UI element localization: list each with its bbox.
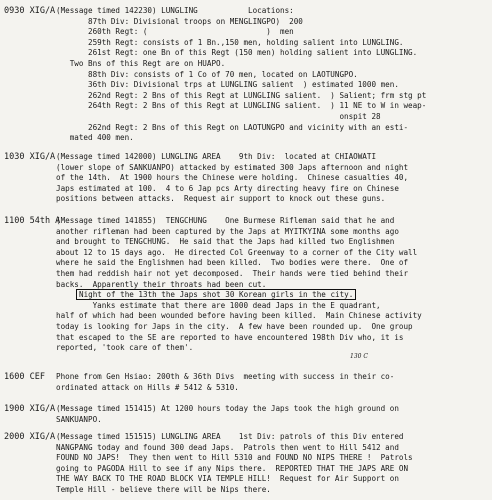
entry-line: another rifleman had been captured by the Japs at MYITKYINA some months ago <box>56 226 399 236</box>
entry-line: (lower slope of SANKUANPO) attacked by estimated 300 Japs afternoon and night <box>56 162 409 172</box>
entry-line: 264th Regt: 2 Bns of this Regt at LUNGLING salient. ) 11 NE to W in weap- <box>56 101 427 111</box>
entry-line: onspit 28 <box>56 111 381 121</box>
entry-line: (Message timed 151415) At 1200 hours today the Japs took the high ground on <box>56 404 399 413</box>
entry-time: 1100 54th A <box>4 216 61 226</box>
entry-line: 259th Regt: consists of 1 Bn.,150 men, holding salient into LUNGLING. <box>56 37 404 47</box>
entry-line: going to PAGODA Hill to see if any Nips there. REPORTED THAT THE JAPS ARE ON <box>56 463 409 473</box>
entry-line: half of which had been wounded before having been killed. Main Chinese activity <box>56 311 422 321</box>
entry-line: about 12 to 15 days ago. He directed Col Greenway to a corner of the City wall <box>56 247 418 257</box>
entry-line: 262nd Regt: 2 Bns of this Regt at LUNGLING salient. ) Salient; frm stg pt <box>56 90 427 100</box>
entry-line: Phone from Gen Hsiao: 200th & 36th Divs meeting with success in their co- <box>56 372 395 381</box>
entry-line: today is looking for Japs in the city. A few have been rounded up. One group <box>56 321 413 331</box>
entry-line: 260th Regt: ( ) men <box>56 27 294 37</box>
entry-line: FOUND NO JAPS! They then went to Hill 5310 and FOUND NO NIPS THERE ! Patrols <box>56 453 413 463</box>
entry-line: mated 400 men. <box>56 133 134 143</box>
entry-line: 261st Regt: one Bn of this Regt (150 men) holding salient into LUNGLING. <box>56 48 418 58</box>
entry-body <box>56 152 486 205</box>
entry-line: 87th Div: Divisional troops on MENGLINGPO) 200 <box>56 16 303 26</box>
entry-line: (Message timed 142230) LUNGLING Locations: <box>56 6 294 15</box>
entry-time: 1030 XIG/A <box>4 152 56 162</box>
entry-line: 88th Div: consists of 1 Co of 70 men, located on LAOTUNGPO. <box>56 69 358 79</box>
entry-body <box>56 404 486 425</box>
entry-line: NANGPANG today and found 300 dead Japs. Patrols then went to Hill 5412 and <box>56 442 399 452</box>
entry-body <box>56 372 486 393</box>
entry-line: (Message timed 141855) TENGCHUNG One Burmese Rifleman said that he and <box>56 216 395 225</box>
entry-line: 262nd Regt: 2 Bns of this Regt on LAOTUNGPO and vicinity with an esti- <box>56 122 409 132</box>
entry-line: them had reddish hair not yet decomposed. Their hands were tied behind their <box>56 268 409 278</box>
entry-line: 36th Div: Divisional trps at LUNGLING salient ) estimated 1000 men. <box>56 80 399 90</box>
boxed-note <box>56 290 486 301</box>
entry-line: and brought to TENGCHUNG. He said that the Japs had killed two Englishmen <box>56 237 395 247</box>
entry-line: backs. Apparently their throats had been cut. <box>56 279 267 289</box>
entry-time: 2000 XIG/A <box>4 432 56 442</box>
entry-line: reported, 'took care of them'. <box>56 343 194 353</box>
entry-line: that escaped to the SE are reported to have encountered 198th Div who, it is <box>56 332 404 342</box>
boxed-note-text: Night of the 13th the Japs shot 30 Korean girls in the city. <box>76 289 356 300</box>
entry-line: of the 14th. At 1900 hours the Chinese were holding. Chinese casualties 40, <box>56 173 409 183</box>
entry-line: positions between attacks. Request air support to knock out these guns. <box>56 194 386 204</box>
entry-line: (Message timed 142000) LUNGLING AREA 9th Div: located at CHIAOWATI <box>56 152 377 161</box>
entry-time: 1900 XIG/A <box>4 404 56 414</box>
entry-time: 0930 XIG/A <box>4 6 56 16</box>
entry-body <box>56 6 486 144</box>
entry-line: Temple Hill - believe there will be Nips there. <box>56 484 271 494</box>
entry-body <box>56 216 486 354</box>
entry-body <box>56 432 486 496</box>
entry-line: ordinated attack on Hills # 5412 & 5310. <box>56 382 239 392</box>
entry-line: where he said the Englishmen had been killed. Two bodies were there. One of <box>56 258 409 268</box>
entry-line: Two Bns of this Regt are on HUAPO. <box>56 58 226 68</box>
entry-line: (Message timed 151515) LUNGLING AREA 1st Div: patrols of this Div entered <box>56 432 404 441</box>
entry-line: Yanks estimate that there are 1000 dead Japs in the E quadrant, <box>56 300 381 310</box>
entry-line: SANKUANPO. <box>56 414 102 424</box>
entry-line: THE WAY BACK TO THE ROAD BLOCK VIA TEMPLE HILL! Request for Air Support on <box>56 474 399 484</box>
handwritten-annotation: 130 C <box>350 353 368 360</box>
entry-time: 1600 CEF <box>4 372 45 382</box>
entry-line: Japs estimated at 100. 4 to 6 Jap pcs Arty directing heavy fire on Chinese <box>56 183 399 193</box>
